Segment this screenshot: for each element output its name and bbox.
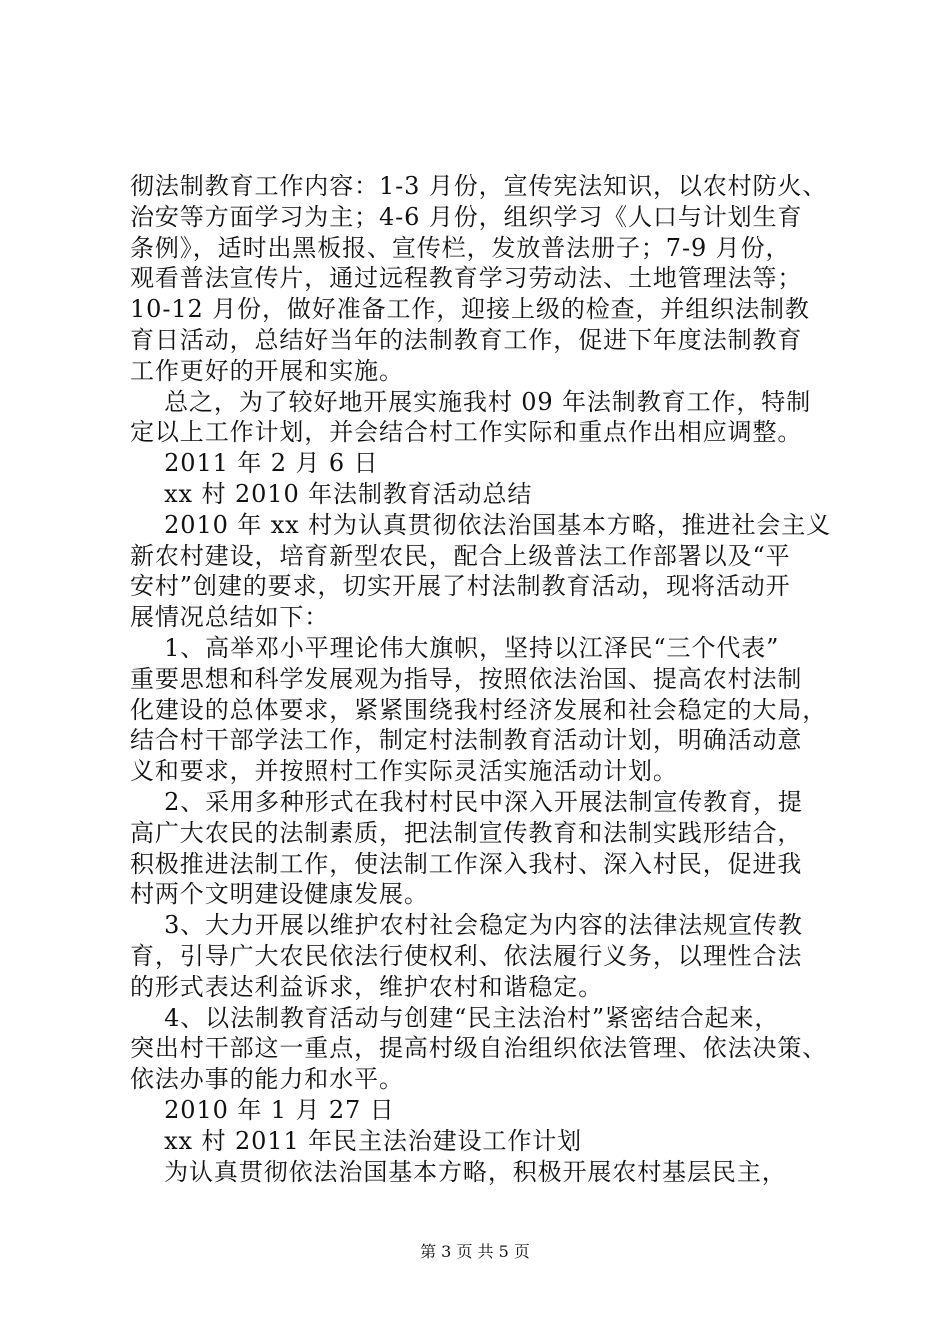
text-line-15: 展情况总结如下： [130, 603, 330, 632]
text-line-17: 重要思想和科学发展观为指导，按照依法治国、提高农村法制 [130, 664, 803, 693]
text-line-26: 育，引导广大农民依法行使权利、依法履行义务，以理性合法 [130, 941, 803, 970]
text-line-21: 2、采用多种形式在我村村民中深入开展法制宣传教育，提 [130, 787, 803, 816]
text-line-9: 定以上工作计划，并会结合村工作实际和重点作出相应调整。 [130, 418, 803, 447]
text-line-6: 育日活动，总结好当年的法制教育工作，促进下年度法制教育 [130, 325, 803, 354]
date-line-1: 2011 年 2 月 6 日 [130, 449, 379, 478]
document-body [130, 171, 830, 1187]
text-line-16: 1、高举邓小平理论伟大旗帜，坚持以江泽民“三个代表” [130, 633, 780, 662]
text-line-14: 安村”创建的要求，切实开展了村法制教育活动，现将活动开 [130, 572, 791, 601]
date-line-2: 2010 年 1 月 27 日 [130, 1095, 395, 1124]
text-line-18: 化建设的总体要求，紧紧围绕我村经济发展和社会稳定的大局， [130, 695, 828, 724]
text-line-7: 工作更好的开展和实施。 [130, 356, 404, 385]
text-line-30: 依法办事的能力和水平。 [130, 1065, 404, 1094]
text-line-19: 结合村干部学法工作，制定村法制教育活动计划，明确活动意 [130, 726, 803, 755]
text-line-1: 彻法制教育工作内容：1-3 月份，宣传宪法知识，以农村防火、 [130, 172, 828, 200]
section-title-1: xx 村 2010 年法制教育活动总结 [130, 479, 533, 508]
text-line-29: 突出村干部这一重点，提高村级自治组织依法管理、依法决策、 [130, 1034, 828, 1063]
text-line-12: 2010 年 xx 村为认真贯彻依法治国基本方略，推进社会主义 [130, 510, 832, 539]
text-line-25: 3、大力开展以维护农村社会稳定为内容的法律法规宣传教 [130, 911, 803, 940]
text-line-13: 新农村建设，培育新型农民，配合上级普法工作部署以及“平 [130, 541, 791, 570]
page-number: 第 3 页 共 5 页 [420, 1242, 530, 1261]
text-line-2: 治安等方面学习为主；4-6 月份，组织学习《人口与计划生育 [130, 202, 803, 231]
text-line-28: 4、以法制教育活动与创建“民主法治村”紧密结合起来， [130, 1003, 780, 1032]
text-line-23: 积极推进法制工作，使法制工作深入我村、深入村民，促进我 [130, 849, 803, 878]
text-line-20: 义和要求，并按照村工作实际灵活实施活动计划。 [130, 757, 678, 786]
text-line-24: 村两个文明建设健康发展。 [130, 880, 429, 909]
text-line-5: 10-12 月份，做好准备工作，迎接上级的检查，并组织法制教 [130, 295, 810, 324]
text-line-8: 总之，为了较好地开展实施我村 09 年法制教育工作，特制 [130, 387, 812, 416]
text-line-27: 的形式表达利益诉求，维护农村和谐稳定。 [130, 972, 604, 1001]
text-line-3: 条例》，适时出黑板报、宣传栏，发放普法册子；7-9 月份， [130, 233, 791, 262]
text-line-4: 观看普法宣传片，通过远程教育学习劳动法、土地管理法等； [130, 264, 803, 293]
text-line-33: 为认真贯彻依法治国基本方略，积极开展农村基层民主， [130, 1157, 787, 1186]
text-line-22: 高广大农民的法制素质，把法制宣传教育和法制实践形结合， [130, 818, 803, 847]
section-title-2: xx 村 2011 年民主法治建设工作计划 [130, 1126, 583, 1155]
